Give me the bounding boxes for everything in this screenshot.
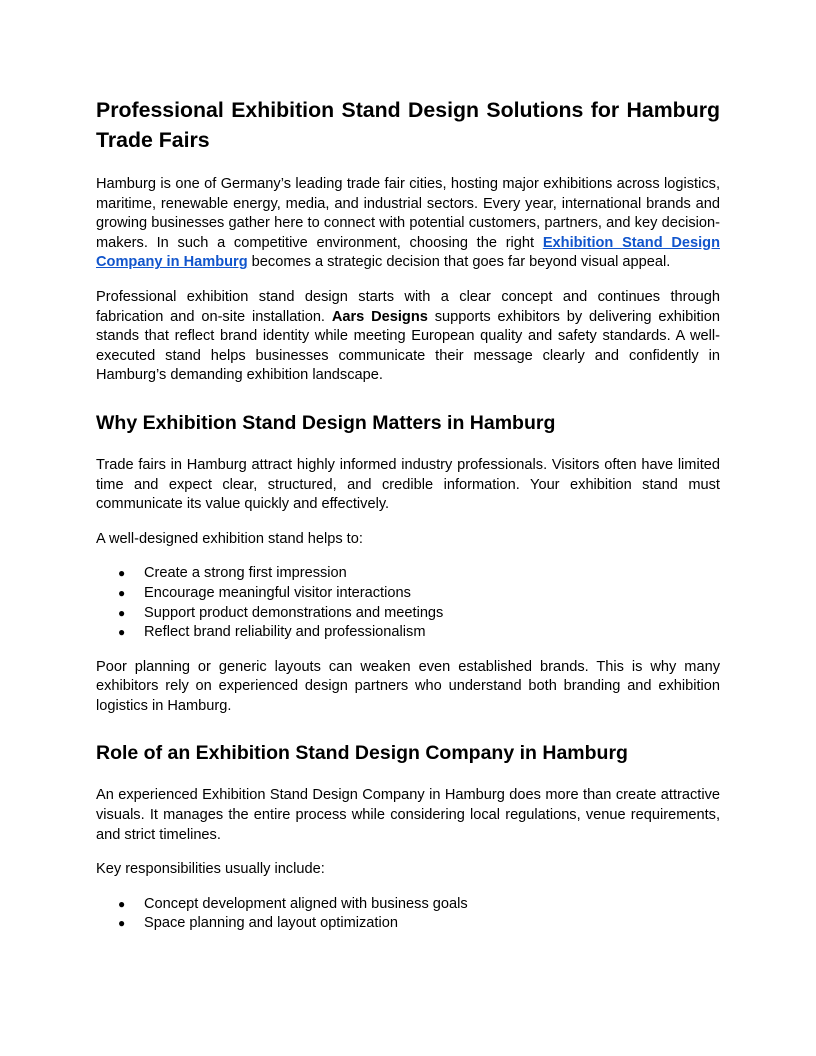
list-item bbox=[96, 623, 720, 643]
list-item bbox=[96, 604, 720, 624]
bullet-icon: ● bbox=[118, 916, 126, 931]
list-item bbox=[96, 895, 720, 915]
company-name: Aars Designs bbox=[331, 308, 428, 325]
section-2-heading: Role of an Exhibition Stand Design Company in Hamburg bbox=[96, 742, 628, 765]
list-item bbox=[96, 584, 720, 604]
list-item bbox=[96, 914, 720, 934]
list-item-text: Support product demonstrations and meetings bbox=[144, 604, 444, 621]
list-item-text: Concept development aligned with business goals bbox=[144, 895, 468, 912]
section-1-paragraph-1: Trade fairs in Hamburg attract highly informed industry professionals. Visitors often have limited time and expect clear, structured, and credible information. Your exhibition stand must communicate its value quickly and effectively. bbox=[96, 456, 720, 513]
list-item-text: Reflect brand reliability and professionalism bbox=[144, 624, 426, 641]
list-item-text: Create a strong first impression bbox=[144, 565, 347, 582]
list-item-text: Space planning and layout optimization bbox=[144, 915, 398, 932]
section-2-paragraph-1: An experienced Exhibition Stand Design Company in Hamburg does more than create attractive visuals. It manages the entire process while considering local regulations, venue requirements, and strict timelines. bbox=[96, 787, 720, 843]
intro-text-3: Professional exhibition stand design starts with a clear concept and continues through fabrication and on-site installation. bbox=[96, 288, 720, 325]
section-1-list bbox=[96, 564, 720, 642]
section-1-heading: Why Exhibition Stand Design Matters in Hamburg bbox=[96, 411, 556, 434]
list-item bbox=[96, 564, 720, 584]
list-item-text: Encourage meaningful visitor interactions bbox=[144, 584, 411, 601]
bullet-icon: ● bbox=[118, 625, 126, 640]
bullet-icon: ● bbox=[118, 585, 126, 600]
section-1-paragraph-2: A well-designed exhibition stand helps to: bbox=[96, 530, 363, 547]
document-page bbox=[96, 95, 720, 934]
section-1-paragraph-3: Poor planning or generic layouts can weaken even established brands. This is why many exhibitors rely on experienced design partners who understand both branding and exhibition logistics in Hamburg. bbox=[96, 658, 720, 714]
bullet-icon: ● bbox=[118, 896, 126, 911]
section-2-list bbox=[96, 895, 720, 934]
intro-paragraph-1 bbox=[96, 175, 720, 273]
intro-text-2: becomes a strategic decision that goes far beyond visual appeal. bbox=[247, 254, 671, 271]
section-2-paragraph-2: Key responsibilities usually include: bbox=[96, 861, 325, 878]
bullet-icon: ● bbox=[118, 605, 126, 620]
exhibition-stand-company-link[interactable]: Exhibition Stand Design Company in Hamburg bbox=[96, 234, 720, 271]
intro-paragraph-2 bbox=[96, 288, 720, 386]
bullet-icon: ● bbox=[118, 566, 126, 581]
intro-text-1: Hamburg is one of Germany’s leading trade fair cities, hosting major exhibitions across logistics, maritime, renewable energy, media, and industrial sectors. Every year, international brands and growing businesses gather here to connect with potential customers, partners, and key decision-makers. In such a competitive environment, choosing the right bbox=[96, 176, 720, 251]
document-title: Professional Exhibition Stand Design Solutions for Hamburg Trade Fairs bbox=[96, 98, 720, 152]
intro-text-4: supports exhibitors by delivering exhibition stands that reflect brand identity while meeting European quality and safety standards. A well-executed stand helps businesses communicate their message clearly and confidently in Hamburg’s demanding exhibition landscape. bbox=[96, 308, 721, 384]
